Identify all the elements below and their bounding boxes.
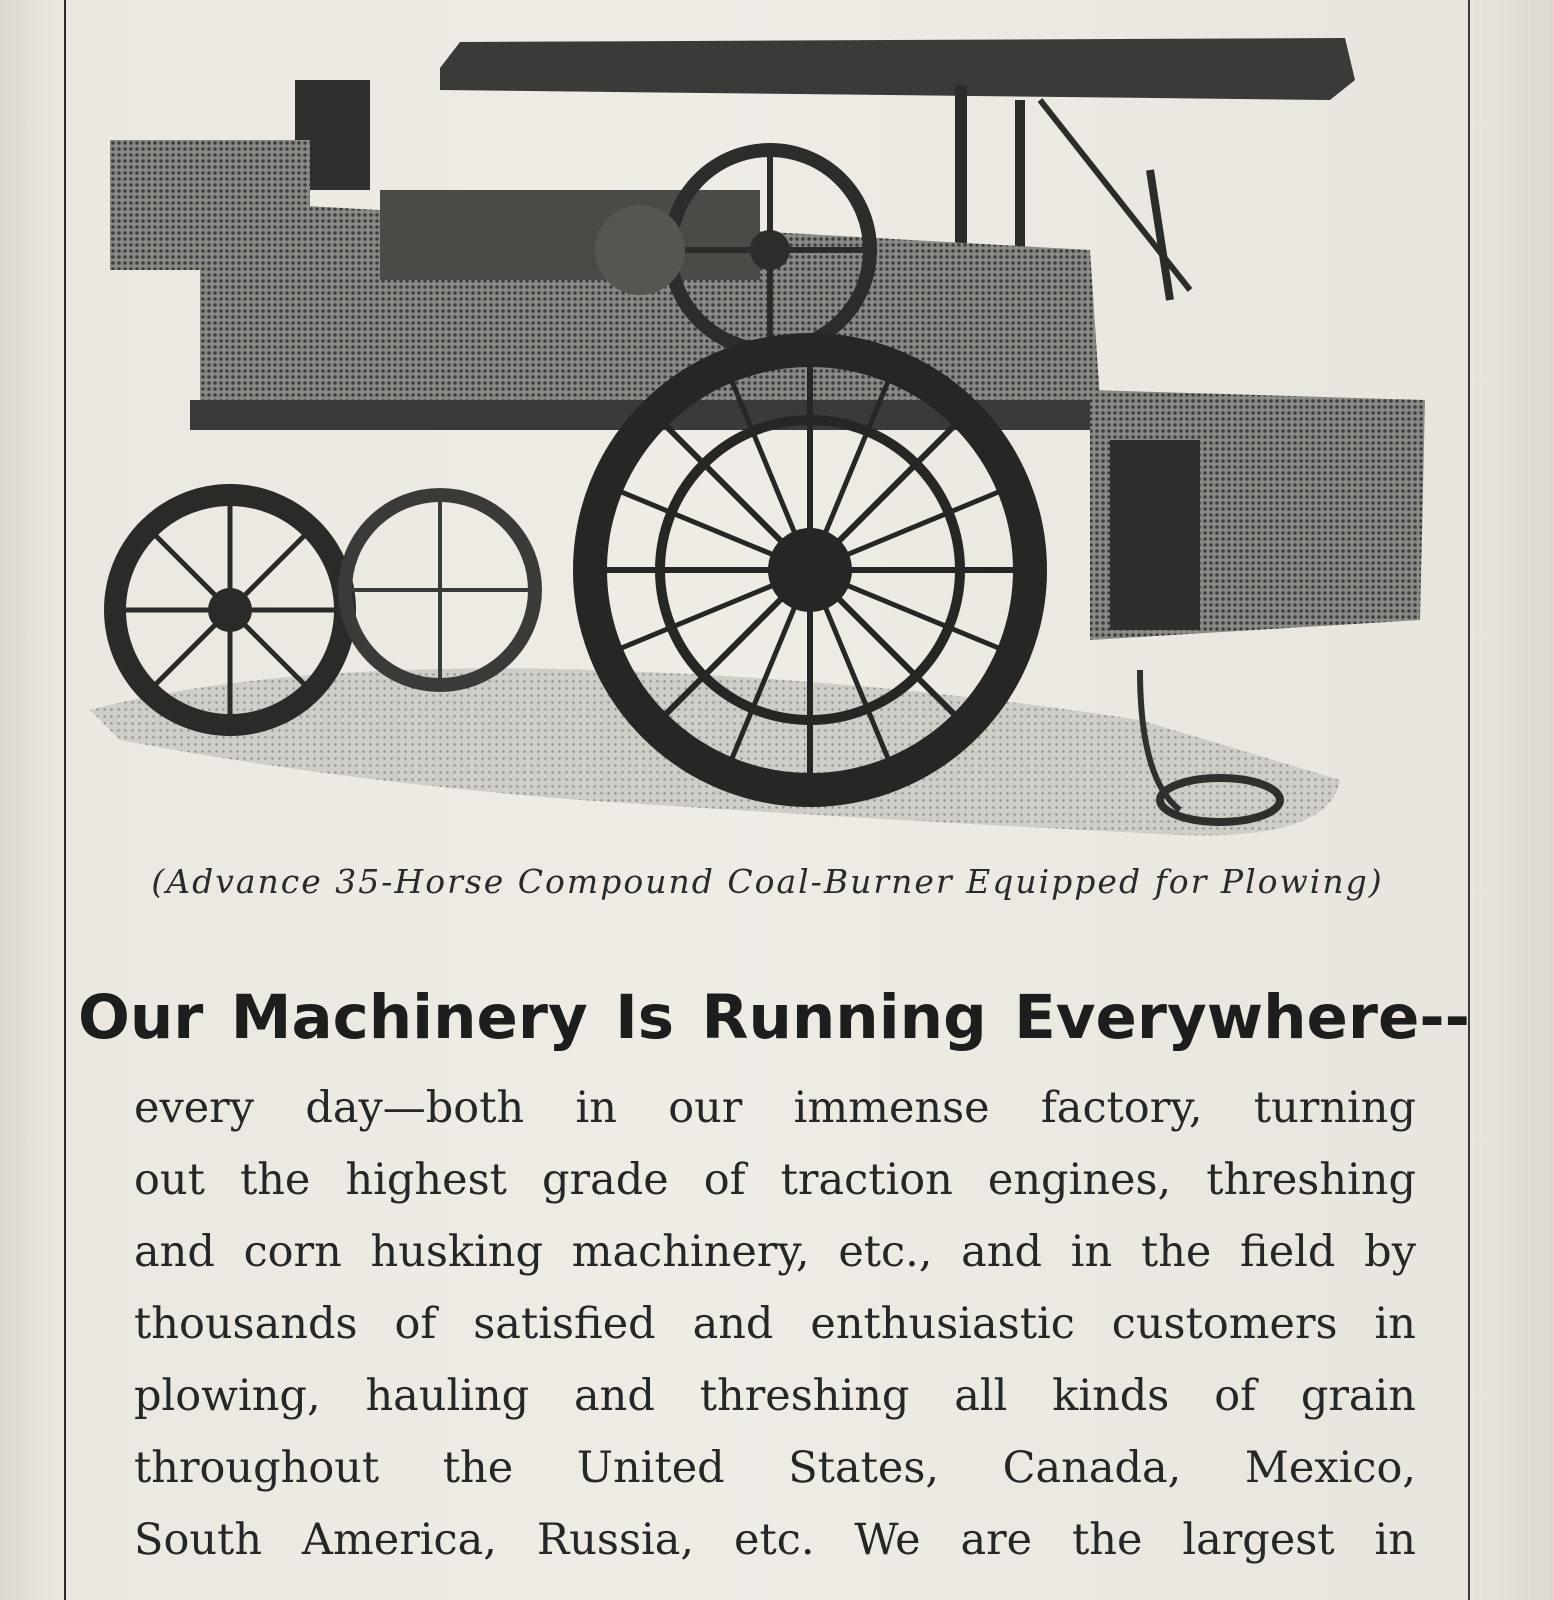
column-rule-left — [64, 0, 66, 1600]
body-text — [134, 1072, 1416, 1576]
traction-engine-illustration — [80, 20, 1460, 870]
body-line: every day—both in our immense factory, turning — [134, 1083, 1416, 1133]
illustration-caption: (Advance 35-Horse Compound Coal-Burner Equipped for Plowing) — [151, 862, 1384, 901]
rear-drive-wheel — [590, 350, 1030, 790]
body-line: and corn husking machinery, etc., and in the field by — [134, 1227, 1416, 1277]
body-line: thousands of satisfied and enthusiastic customers in — [134, 1299, 1416, 1349]
body-line: throughout the United States, Canada, Mexico, — [134, 1443, 1416, 1493]
body-line: plowing, hauling and threshing all kinds of grain — [134, 1371, 1416, 1421]
body-line: out the highest grade of traction engines, threshing — [134, 1155, 1416, 1205]
headline: Our Machinery Is Running Everywhere-- — [78, 982, 1470, 1053]
body-line: South America, Russia, etc. We are the largest in — [134, 1515, 1416, 1565]
column-rule-right — [1468, 0, 1470, 1600]
front-wheel — [115, 495, 345, 725]
